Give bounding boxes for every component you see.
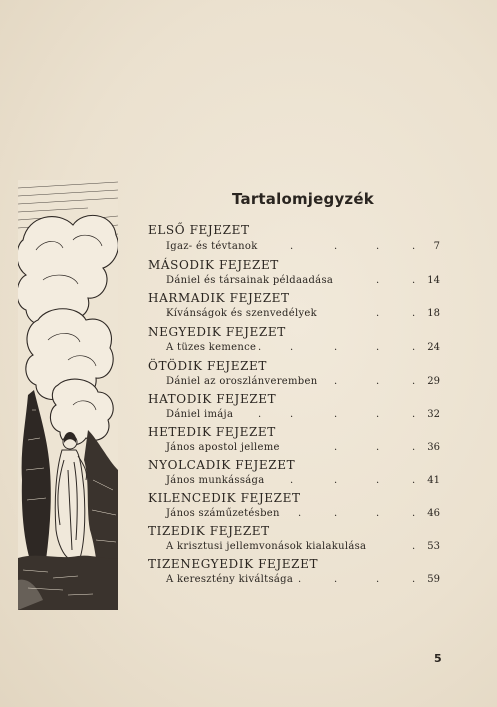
entry-title: János apostol jelleme bbox=[166, 442, 280, 453]
entry-page-number: 41 bbox=[427, 475, 440, 486]
chapter-heading: HARMADIK FEJEZET bbox=[148, 291, 290, 305]
entry-title: János száműzetésben bbox=[166, 508, 280, 519]
entry-title: A keresztény kiváltsága bbox=[166, 574, 294, 585]
entry-page-number: 7 bbox=[433, 241, 440, 252]
entry-title: A tüzes kemence bbox=[166, 342, 257, 353]
page-number: 5 bbox=[434, 652, 442, 665]
toc-entry: János apostol jelleme . . . 36 bbox=[166, 442, 440, 453]
entry-page-number: 46 bbox=[427, 508, 440, 519]
entry-title: A krisztusi jellemvonások kialakulása bbox=[166, 541, 367, 552]
toc-entry: János száműzetésben . . . . 46 bbox=[166, 508, 440, 519]
entry-page-number: 29 bbox=[427, 376, 440, 387]
toc-entry: Igaz- és tévtanok . . . . 7 bbox=[166, 241, 440, 252]
toc-entry: Kívánságok és szenvedélyek . . 18 bbox=[166, 308, 440, 319]
entry-page-number: 36 bbox=[427, 442, 440, 453]
entry-page-number: 59 bbox=[427, 574, 440, 585]
toc-entry: Dániel imája . . . . . 32 bbox=[166, 409, 440, 420]
toc-entry: A tüzes kemence . . . . . 24 bbox=[166, 342, 440, 353]
entry-title: Kívánságok és szenvedélyek bbox=[166, 308, 317, 319]
entry-page-number: 53 bbox=[427, 541, 440, 552]
chapter-heading: TIZENEGYEDIK FEJEZET bbox=[148, 557, 319, 571]
chapter-heading: TIZEDIK FEJEZET bbox=[148, 524, 270, 538]
toc-entry: A krisztusi jellemvonások kialakulása . 53 bbox=[166, 541, 440, 552]
chapter-heading: HETEDIK FEJEZET bbox=[148, 425, 276, 439]
chapter-heading: KILENCEDIK FEJEZET bbox=[148, 491, 301, 505]
entry-page-number: 14 bbox=[427, 275, 440, 286]
chapter-heading: MÁSODIK FEJEZET bbox=[148, 258, 279, 272]
chapter-heading: HATODIK FEJEZET bbox=[148, 392, 277, 406]
chapter-heading: ELSŐ FEJEZET bbox=[148, 223, 250, 237]
toc-entry: Dániel az oroszlánveremben . . . 29 bbox=[166, 376, 440, 387]
chapter-heading: ÖTÖDIK FEJEZET bbox=[148, 359, 267, 373]
entry-title: Igaz- és tévtanok bbox=[166, 241, 258, 252]
entry-title: Dániel és társainak példaadása bbox=[166, 275, 334, 286]
entry-page-number: 18 bbox=[427, 308, 440, 319]
toc-entry: A keresztény kiváltsága . . . . 59 bbox=[166, 574, 440, 585]
entry-page-number: 24 bbox=[427, 342, 440, 353]
toc-entry: János munkássága . . . . 41 bbox=[166, 475, 440, 486]
chapter-heading: NYOLCADIK FEJEZET bbox=[148, 458, 296, 472]
entry-title: Dániel az oroszlánveremben bbox=[166, 376, 318, 387]
entry-page-number: 32 bbox=[427, 409, 440, 420]
chapter-heading: NEGYEDIK FEJEZET bbox=[148, 325, 286, 339]
figure-in-clouds-illustration bbox=[18, 180, 118, 610]
entry-title: Dániel imája bbox=[166, 409, 234, 420]
page-title: Tartalomjegyzék bbox=[232, 190, 374, 208]
toc-entry: Dániel és társainak példaadása . . 14 bbox=[166, 275, 440, 286]
entry-title: János munkássága bbox=[166, 475, 265, 486]
